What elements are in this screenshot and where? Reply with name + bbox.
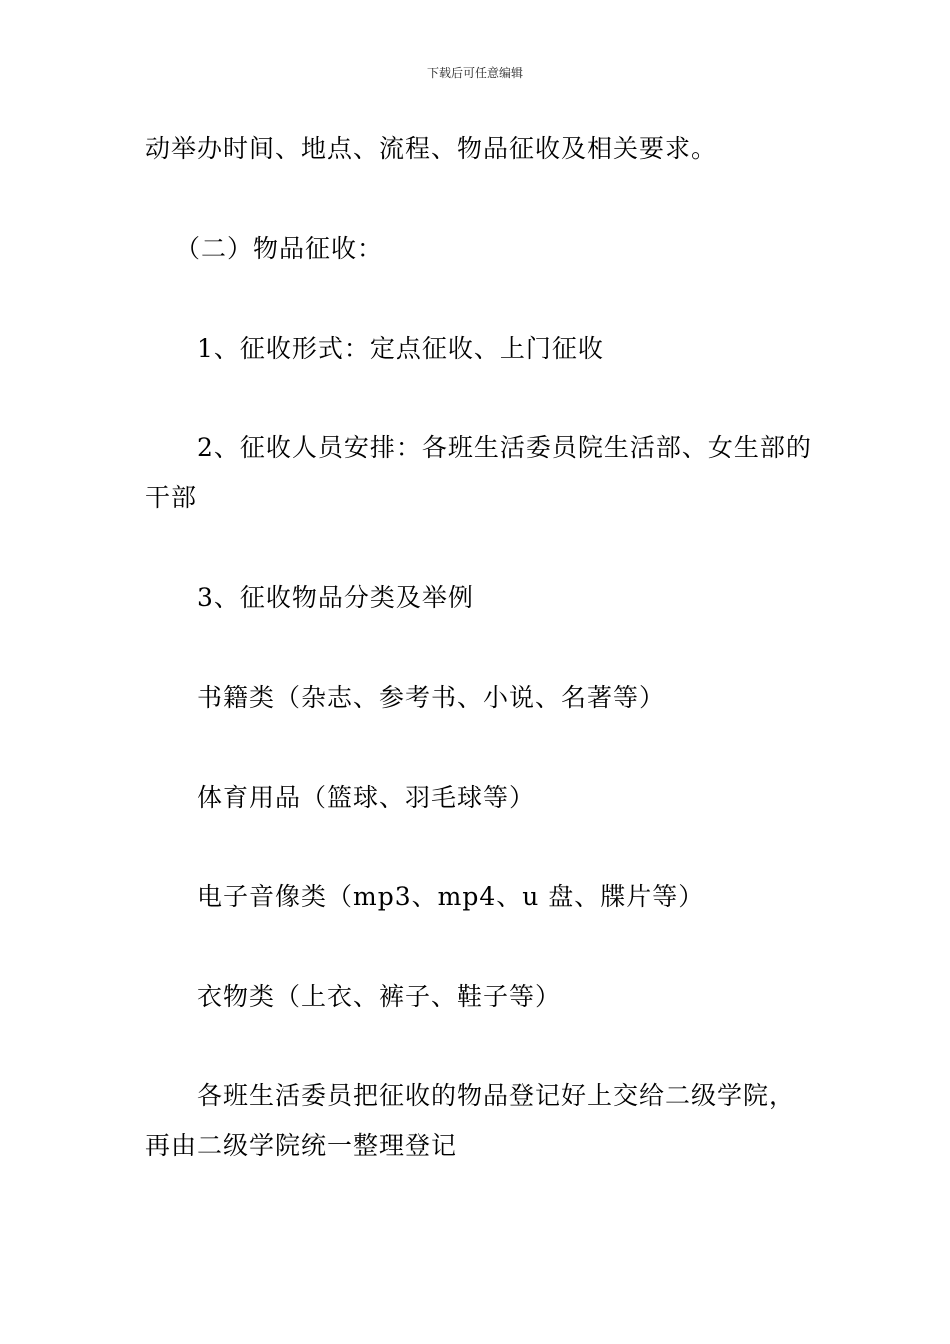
category-books: 书籍类（杂志、参考书、小说、名著等） [197,683,666,712]
header-note: 下载后可任意编辑 [426,66,523,80]
list-item-categories: 3、征收物品分类及举例 [197,583,474,612]
list-item-collection-form: 1、征收形式：定点征收、上门征收 [197,334,604,363]
section-title: （二）物品征收： [175,234,384,263]
closing-paragraph-cont: 再由二级学院统一整理登记 [145,1131,458,1160]
closing-paragraph: 各班生活委员把征收的物品登记好上交给二级学院， [197,1081,796,1110]
category-electronics: 电子音像类（mp3、mp4、u 盘、牒片等） [197,882,705,911]
list-item-staff-arrangement-cont: 干部 [145,483,198,512]
category-clothes: 衣物类（上衣、裤子、鞋子等） [197,982,562,1011]
list-item-staff-arrangement: 2、征收人员安排：各班生活委员院生活部、女生部的 [197,433,812,462]
category-sports: 体育用品（篮球、羽毛球等） [197,783,536,812]
paragraph-continuation: 动举办时间、地点、流程、物品征收及相关要求。 [145,134,718,163]
